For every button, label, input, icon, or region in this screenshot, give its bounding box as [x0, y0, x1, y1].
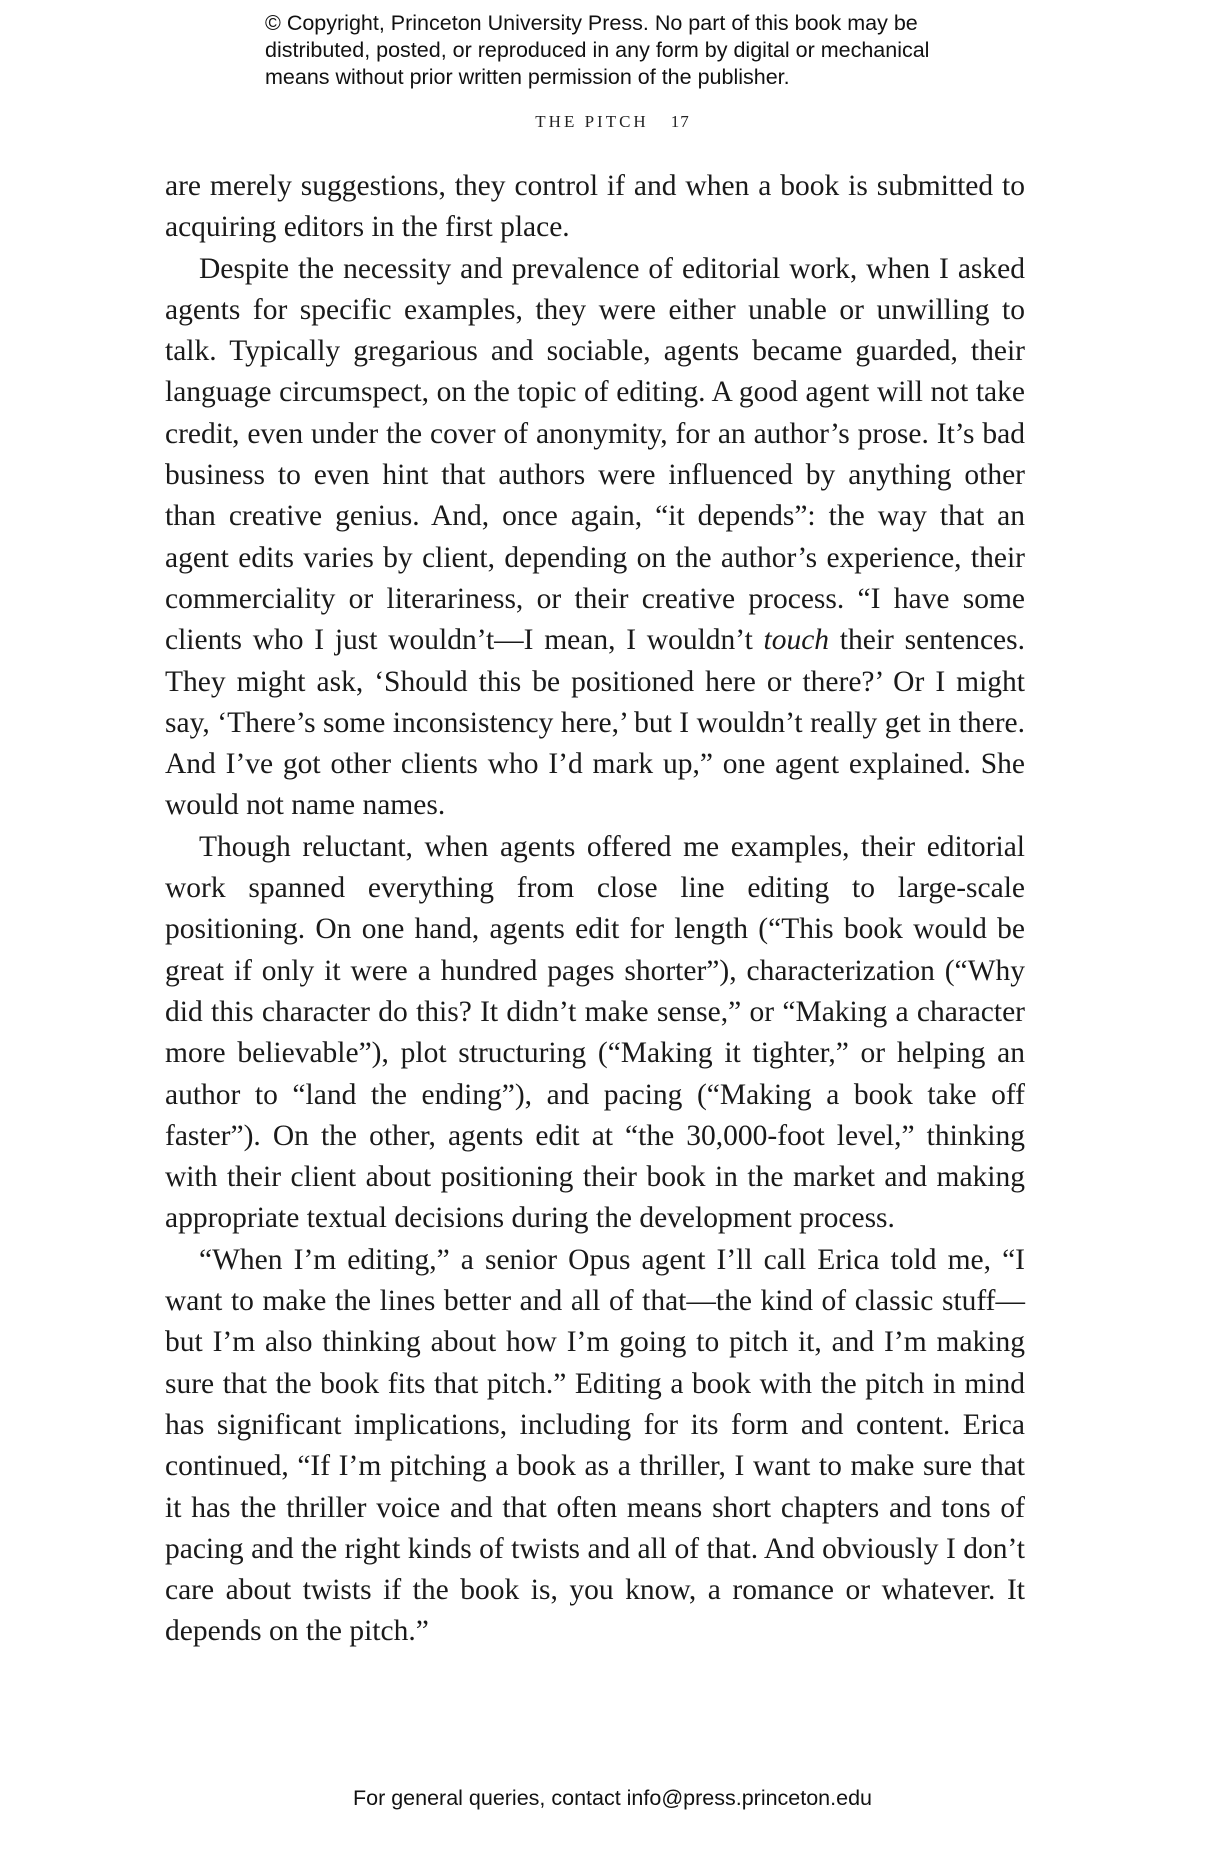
copyright-line-2: distributed, posted, or reproduced in any form by digital or mechanical	[265, 38, 930, 62]
copyright-line-3: means without prior written permission of the publisher.	[265, 65, 790, 89]
paragraph-2-text-b: their sentences. They might ask, ‘Should this be positioned here or there?’ Or I might say, ‘There’s some inconsistency here,’ but I wouldn’t really get in there. And I’ve got other clients who I’d mark up,” one agent explained. She would not name names.	[165, 624, 1025, 822]
paragraph-2	[165, 249, 1025, 827]
running-head	[0, 112, 1225, 132]
running-head-title: THE PITCH	[535, 112, 649, 131]
paragraph-3: Though reluctant, when agents offered me examples, their editorial work spanned everything from close line editing to large-scale positioning. On one hand, agents edit for length (“This book would be great if only it were a hundred pages shorter”), characterization (“Why did this character do this? It didn’t make sense,” or “Making a character more believable”), plot structuring (“Making it tighter,” or helping an author to “land the ending”), and pacing (“Making a book take off faster”). On the other, agents edit at “the 30,000-foot level,” thinking with their client about positioning their book in the market and making appropriate textual decisions during the development process.	[165, 830, 1025, 1235]
footer-contact: For general queries, contact info@press.princeton.edu	[352, 1786, 872, 1810]
paragraph-2-text-a: Despite the necessity and prevalence of editorial work, when I asked agents for specific examples, they were either unable or unwilling to talk. Typically gregarious and sociable, agents became guarded, their language circumspect, on the topic of editing. A good agent will not take credit, even under the cover of anonymity, for an author’s prose. It’s bad business to even hint that authors were influenced by anything other than creative genius. And, once again, “it depends”: the way that an agent edits varies by client, depending on the author’s experience, their commerciality or literariness, or their creative process. “I have some clients who I just wouldn’t—I mean, I wouldn’t	[165, 252, 1025, 657]
page-number: 17	[670, 112, 690, 131]
paragraph-2-emphasis: touch	[763, 624, 830, 657]
copyright-line-1: © Copyright, Princeton University Press. No part of this book may be	[265, 11, 918, 35]
copyright-notice	[265, 10, 1025, 91]
page-body	[165, 166, 1025, 1653]
paragraph-1: are merely suggestions, they control if and when a book is submitted to acquiring editors in the first place.	[165, 170, 1025, 244]
paragraph-4: “When I’m editing,” a senior Opus agent I’ll call Erica told me, “I want to make the lines better and all of that—the kind of classic stuff—but I’m also thinking about how I’m going to pitch it, and I’m making sure that the book fits that pitch.” Editing a book with the pitch in mind has significant implications, including for its form and content. Erica continued, “If I’m pitching a book as a thriller, I want to make sure that it has the thriller voice and that often means short chapters and tons of pacing and the right kinds of twists and all of that. And obviously I don’t care about twists if the book is, you know, a romance or whatever. It depends on the pitch.”	[165, 1243, 1025, 1648]
